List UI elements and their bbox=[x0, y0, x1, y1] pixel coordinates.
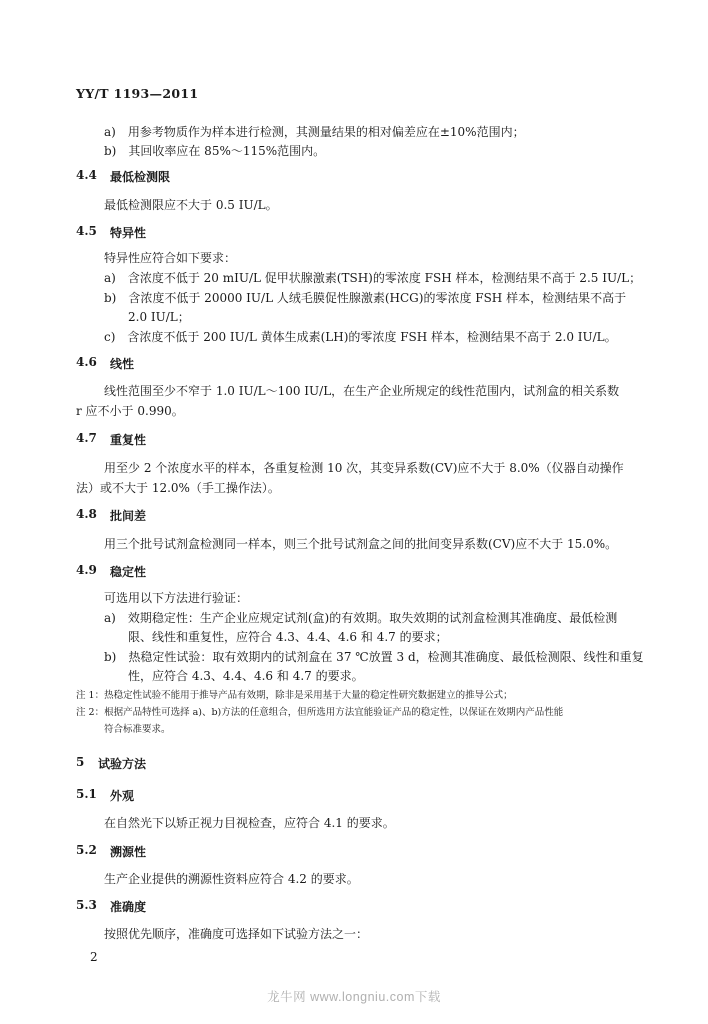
section-title: 批间差 bbox=[110, 509, 147, 523]
text-line: c) 含浓度不低于 200 IU/L 黄体生成素(LH)的零浓度 FSH 样本，检测结果不高于 2.0 IU/L。 bbox=[104, 330, 617, 344]
section-number: 4.7 bbox=[76, 431, 97, 445]
section-title: 重复性 bbox=[110, 433, 147, 447]
section-number: 4.8 bbox=[76, 507, 97, 521]
text-line: a) 用参考物质作为样本进行检测，其测量结果的相对偏差应在±10%范围内； bbox=[104, 125, 525, 139]
text-line: 2.0 IU/L； bbox=[128, 310, 190, 324]
section-number: 4.4 bbox=[76, 168, 97, 182]
section-title: 溯源性 bbox=[110, 845, 147, 859]
text-line: 用三个批号试剂盒检测同一样本，则三个批号试剂盒之间的批间变异系数(CV)应不大于 15.0%。 bbox=[104, 537, 618, 551]
text-line: 性，应符合 4.3、4.4、4.6 和 4.7 的要求。 bbox=[128, 669, 364, 683]
note-line: 注 2：根据产品特性可选择 a)、b)方法的任意组合，但所选用方法宜能验证产品的稳定性，以保证在效期内产品性能 bbox=[76, 707, 564, 718]
section-number: 5.2 bbox=[76, 843, 97, 857]
note-line: 符合标准要求。 bbox=[104, 724, 171, 735]
standard-code: YY/T 1193—2011 bbox=[76, 86, 199, 101]
text-line: 按照优先顺序，准确度可选择如下试验方法之一： bbox=[104, 927, 369, 941]
chapter-title: 试验方法 bbox=[98, 757, 147, 771]
text-line: b) 含浓度不低于 20000 IU/L 人绒毛膜促性腺激素(HCG)的零浓度 FSH 样本，检测结果不高于 bbox=[104, 291, 627, 305]
section-number: 4.6 bbox=[76, 355, 97, 369]
page-number: 2 bbox=[90, 950, 98, 964]
text-line: a) 含浓度不低于 20 mIU/L 促甲状腺激素(TSH)的零浓度 FSH 样本，检测结果不高于 2.5 IU/L； bbox=[104, 271, 642, 285]
text-line: r 应不小于 0.990。 bbox=[76, 404, 184, 418]
text-line: 生产企业提供的溯源性资料应符合 4.2 的要求。 bbox=[104, 872, 359, 886]
text-line: 特异性应符合如下要求： bbox=[104, 251, 237, 265]
text-line: 在自然光下以矫正视力目视检查，应符合 4.1 的要求。 bbox=[104, 816, 395, 830]
note-line: 注 1：热稳定性试验不能用于推导产品有效期，除非是采用基于大量的稳定性研究数据建立的推导公式； bbox=[76, 690, 513, 701]
text-line: 用至少 2 个浓度水平的样本，各重复检测 10 次，其变异系数(CV)应不大于 8.0%（仪器自动操作 bbox=[104, 461, 624, 475]
section-title: 最低检测限 bbox=[110, 170, 171, 184]
text-line: 法）或不大于 12.0%（手工操作法）。 bbox=[76, 481, 280, 495]
section-title: 线性 bbox=[110, 357, 135, 371]
text-line: b) 热稳定性试验：取有效期内的试剂盒在 37 ℃放置 3 d，检测其准确度、最低检测限、线性和重复 bbox=[104, 650, 644, 664]
section-title: 特异性 bbox=[110, 226, 147, 240]
text-line: b) 其回收率应在 85%～115%范围内。 bbox=[104, 144, 326, 158]
text-line: 线性范围至少不窄于 1.0 IU/L～100 IU/L，在生产企业所规定的线性范围内，试剂盒的相关系数 bbox=[104, 384, 620, 398]
section-number: 5.3 bbox=[76, 898, 97, 912]
section-number: 5.1 bbox=[76, 787, 97, 801]
section-title: 外观 bbox=[110, 789, 135, 803]
text-line: 最低检测限应不大于 0.5 IU/L。 bbox=[104, 198, 278, 212]
watermark-footer: 龙牛网 www.longniu.com下载 bbox=[267, 990, 441, 1004]
section-number: 4.5 bbox=[76, 224, 97, 238]
chapter-number: 5 bbox=[76, 755, 85, 769]
section-title: 稳定性 bbox=[110, 565, 147, 579]
text-line: 限、线性和重复性，应符合 4.3、4.4、4.6 和 4.7 的要求； bbox=[128, 630, 448, 644]
section-number: 4.9 bbox=[76, 563, 97, 577]
section-title: 准确度 bbox=[110, 900, 147, 914]
text-line: 可选用以下方法进行验证： bbox=[104, 591, 249, 605]
text-line: a) 效期稳定性：生产企业应规定试剂(盒)的有效期。取失效期的试剂盒检测其准确度、最低检测 bbox=[104, 611, 618, 625]
